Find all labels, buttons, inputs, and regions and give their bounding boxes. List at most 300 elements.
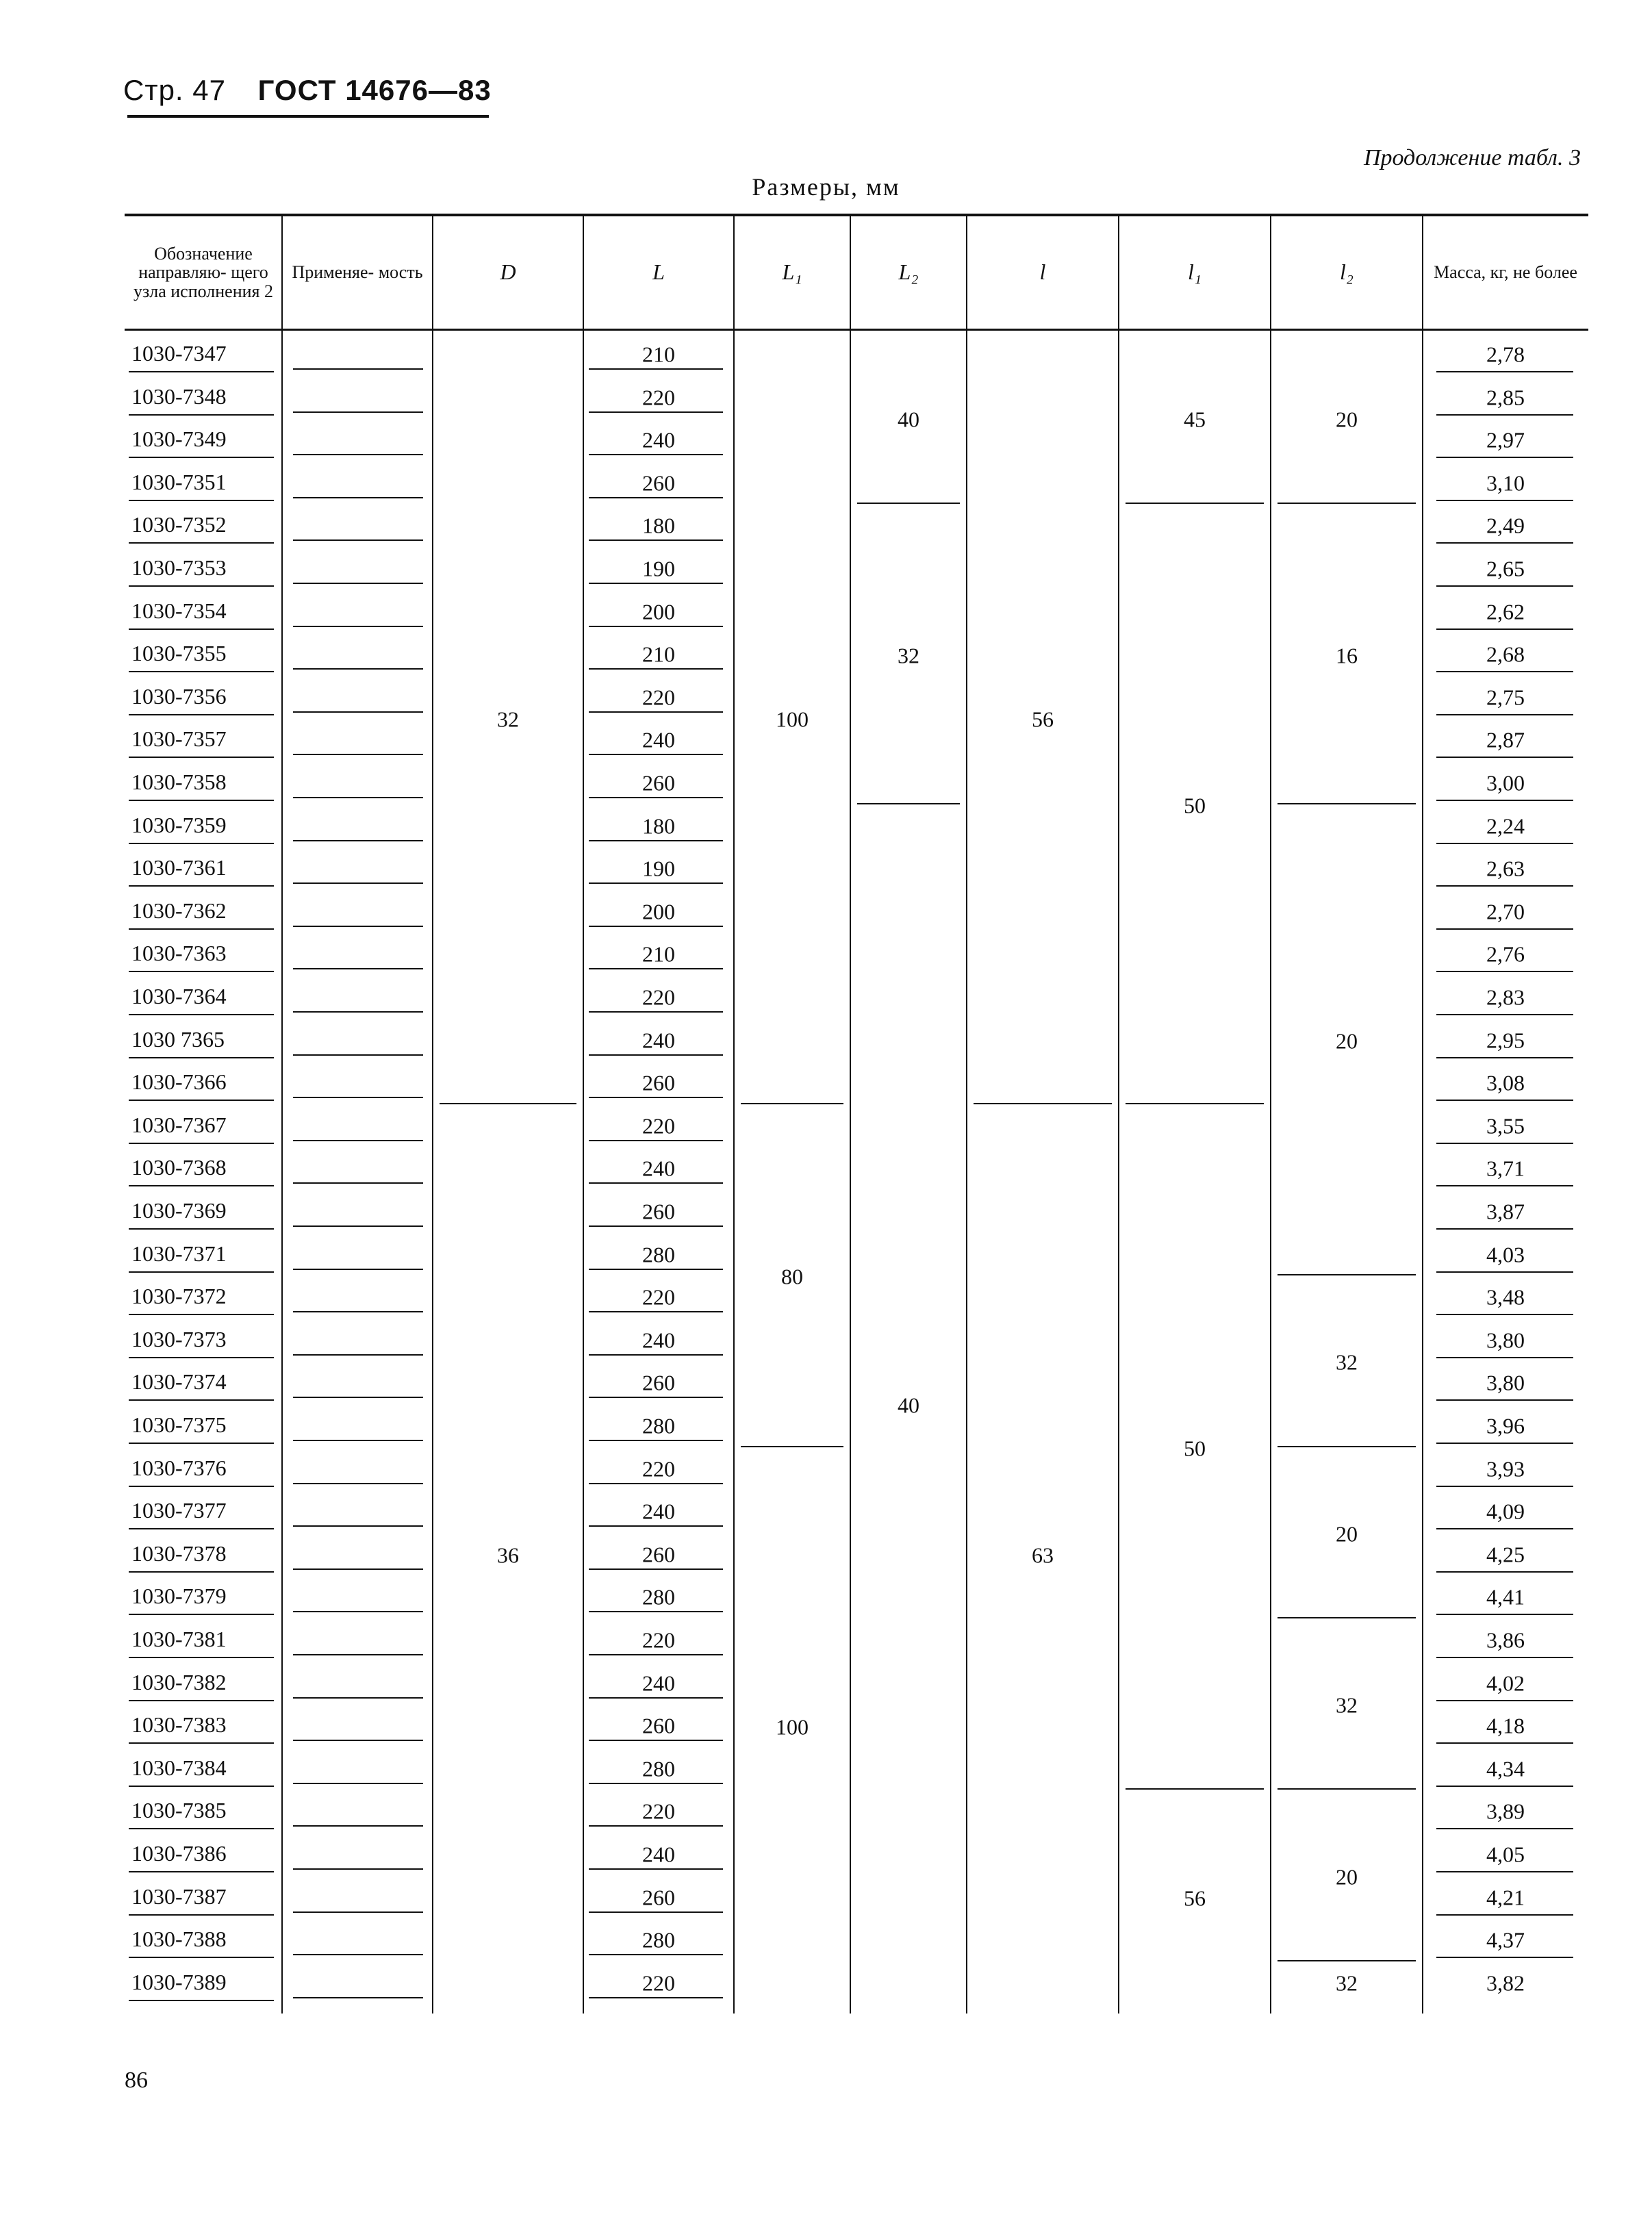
row-designation: 1030-7389 [131, 1969, 227, 1994]
mass-underline [1436, 371, 1573, 372]
row-mass: 2,87 [1486, 727, 1525, 752]
designation-underline [129, 971, 274, 972]
length-underline [589, 1397, 723, 1398]
merged-D-value: 36 [497, 1542, 519, 1568]
designation-underline [129, 928, 274, 930]
row-length-L: 210 [642, 941, 675, 967]
row-length-L: 210 [642, 342, 675, 367]
length-underline [589, 1825, 723, 1827]
header-bottom-rule [125, 329, 1588, 331]
designation-underline [129, 1357, 274, 1358]
designation-underline [129, 1871, 274, 1872]
row-designation: 1030-7356 [131, 683, 227, 709]
table-continued-label: Продолжение табл. 3 [1363, 145, 1581, 170]
row-mass: 2,68 [1486, 641, 1525, 667]
mass-underline [1436, 542, 1573, 544]
row-length-L: 240 [642, 427, 675, 453]
merged-L2-value: 40 [898, 1393, 919, 1418]
designation-underline [129, 1143, 274, 1144]
designation-underline [129, 457, 274, 458]
mass-underline [1436, 1314, 1573, 1315]
row-length-L: 260 [642, 1070, 675, 1095]
merged-l2-boundary [1278, 1446, 1416, 1447]
row-mass: 4,09 [1486, 1499, 1525, 1524]
row-mass: 2,65 [1486, 556, 1525, 581]
length-underline [589, 1440, 723, 1441]
row-designation: 1030-7362 [131, 898, 227, 923]
col-header-l1: l₁ [1187, 259, 1202, 285]
row-designation: 1030-7384 [131, 1755, 227, 1780]
length-underline [589, 668, 723, 670]
row-designation: 1030-7371 [131, 1241, 227, 1266]
row-mass: 2,63 [1486, 856, 1525, 881]
merged-L2-value: 32 [898, 643, 919, 668]
length-underline [589, 539, 723, 541]
applicability-blank [293, 1611, 423, 1612]
row-designation: 1030-7377 [131, 1498, 227, 1523]
merged-L1-boundary [741, 1103, 843, 1104]
length-underline [589, 1997, 723, 1998]
designation-underline [129, 1528, 274, 1529]
merged-D-boundary [440, 1103, 576, 1104]
row-length-L: 240 [642, 1670, 675, 1696]
applicability-blank [293, 1054, 423, 1056]
row-length-L: 260 [642, 1370, 675, 1395]
row-designation: 1030-7372 [131, 1284, 227, 1309]
row-mass: 2,85 [1486, 385, 1525, 410]
length-underline [589, 497, 723, 498]
row-length-L: 220 [642, 1799, 675, 1824]
length-underline [589, 1954, 723, 1955]
designation-underline [129, 885, 274, 887]
applicability-blank [293, 1483, 423, 1484]
row-designation: 1030-7363 [131, 941, 227, 966]
mass-underline [1436, 1185, 1573, 1186]
merged-L1-boundary [741, 1446, 843, 1447]
mass-underline [1436, 1486, 1573, 1487]
merged-l-value: 56 [1032, 707, 1054, 732]
row-designation: 1030-7382 [131, 1669, 227, 1694]
row-designation: 1030-7373 [131, 1326, 227, 1351]
merged-l2-boundary [1278, 1960, 1416, 1961]
length-underline [589, 1140, 723, 1141]
applicability-blank [293, 1954, 423, 1955]
merged-L1-value: 80 [781, 1264, 803, 1289]
merged-l2-value: 20 [1336, 1521, 1358, 1547]
row-designation: 1030-7388 [131, 1927, 227, 1952]
col-header-L1: L₁ [782, 259, 802, 285]
merged-l2-boundary [1278, 503, 1416, 504]
merged-l1-boundary [1126, 1788, 1264, 1790]
mass-underline [1436, 1614, 1573, 1615]
designation-underline [129, 1228, 274, 1230]
row-designation: 1030-7369 [131, 1198, 227, 1223]
designation-underline [129, 1314, 274, 1315]
mass-underline [1436, 671, 1573, 672]
row-designation: 1030-7386 [131, 1841, 227, 1866]
merged-D-value: 32 [497, 707, 519, 732]
designation-underline [129, 585, 274, 587]
applicability-blank [293, 754, 423, 755]
row-length-L: 220 [642, 1970, 675, 1996]
row-designation: 1030-7359 [131, 812, 227, 837]
applicability-blank [293, 1697, 423, 1699]
row-mass: 2,49 [1486, 513, 1525, 538]
applicability-blank [293, 1740, 423, 1741]
row-designation: 1030-7348 [131, 383, 227, 409]
row-mass: 2,75 [1486, 685, 1525, 710]
row-designation: 1030-7367 [131, 1112, 227, 1137]
length-underline [589, 711, 723, 713]
length-underline [589, 882, 723, 884]
length-underline [589, 1182, 723, 1184]
row-mass: 2,78 [1486, 342, 1525, 367]
merged-l2-value: 20 [1336, 1028, 1358, 1054]
applicability-blank [293, 1225, 423, 1227]
designation-underline [129, 800, 274, 801]
column-separator [1422, 216, 1423, 2013]
row-length-L: 220 [642, 1113, 675, 1139]
applicability-blank [293, 711, 423, 713]
designation-underline [129, 1786, 274, 1787]
mass-underline [1436, 1143, 1573, 1144]
applicability-blank [293, 1011, 423, 1013]
length-underline [589, 1740, 723, 1741]
length-underline [589, 1611, 723, 1612]
applicability-blank [293, 1269, 423, 1270]
column-separator [850, 216, 851, 2013]
applicability-blank [293, 626, 423, 627]
merged-L2-boundary [857, 503, 960, 504]
merged-l1-boundary [1126, 503, 1264, 504]
designation-underline [129, 1700, 274, 1701]
row-designation: 1030-7381 [131, 1627, 227, 1651]
row-designation: 1030-7354 [131, 598, 227, 623]
designation-underline [129, 1914, 274, 1916]
designation-underline [129, 1828, 274, 1829]
applicability-blank [293, 797, 423, 798]
row-mass: 3,08 [1486, 1070, 1525, 1095]
merged-l2-value: 32 [1336, 1349, 1358, 1375]
table-top-rule [125, 214, 1588, 216]
merged-l2-value: 20 [1336, 1864, 1358, 1890]
applicability-blank [293, 668, 423, 670]
row-mass: 3,00 [1486, 770, 1525, 796]
row-designation: 1030-7378 [131, 1540, 227, 1566]
row-designation: 1030 7365 [131, 1026, 225, 1052]
mass-underline [1436, 714, 1573, 715]
row-length-L: 220 [642, 685, 675, 710]
length-underline [589, 1311, 723, 1312]
column-separator [1118, 216, 1119, 2013]
column-separator [966, 216, 967, 2013]
row-designation: 1030-7357 [131, 726, 227, 752]
length-underline [589, 1269, 723, 1270]
length-underline [589, 368, 723, 370]
mass-underline [1436, 1399, 1573, 1401]
row-length-L: 220 [642, 984, 675, 1010]
page-label: Стр. 47 [123, 74, 226, 106]
row-length-L: 220 [642, 1284, 675, 1310]
row-designation: 1030-7351 [131, 469, 227, 494]
applicability-blank [293, 1868, 423, 1870]
length-underline [589, 1054, 723, 1056]
mass-underline [1436, 457, 1573, 458]
row-mass: 3,93 [1486, 1456, 1525, 1482]
header-underline [127, 115, 489, 118]
col-header-applicability: Применяе- мость [292, 262, 423, 283]
row-length-L: 180 [642, 513, 675, 538]
length-underline [589, 411, 723, 413]
row-designation: 1030-7361 [131, 855, 227, 880]
merged-L2-boundary [857, 803, 960, 804]
applicability-blank [293, 1397, 423, 1398]
row-length-L: 240 [642, 1028, 675, 1053]
row-length-L: 220 [642, 385, 675, 410]
length-underline [589, 1697, 723, 1699]
designation-underline [129, 542, 274, 544]
mass-underline [1436, 1742, 1573, 1744]
designation-underline [129, 1571, 274, 1573]
applicability-blank [293, 1654, 423, 1655]
applicability-blank [293, 1997, 423, 1998]
applicability-blank [293, 368, 423, 370]
row-mass: 3,71 [1486, 1156, 1525, 1181]
applicability-blank [293, 1354, 423, 1356]
row-mass: 4,05 [1486, 1842, 1525, 1867]
row-designation: 1030-7366 [131, 1069, 227, 1095]
col-header-l2: l₂ [1339, 259, 1354, 285]
column-separator [281, 216, 283, 2013]
mass-underline [1436, 1828, 1573, 1829]
mass-underline [1436, 885, 1573, 887]
row-designation: 1030-7347 [131, 341, 227, 366]
applicability-blank [293, 1311, 423, 1312]
designation-underline [129, 757, 274, 758]
merged-l-boundary [974, 1103, 1112, 1104]
mass-underline [1436, 1057, 1573, 1058]
applicability-blank [293, 497, 423, 498]
row-mass: 2,76 [1486, 941, 1525, 967]
row-mass: 3,48 [1486, 1284, 1525, 1310]
mass-underline [1436, 800, 1573, 801]
row-mass: 4,03 [1486, 1242, 1525, 1267]
row-designation: 1030-7349 [131, 427, 227, 452]
merged-l1-value: 56 [1184, 1885, 1206, 1911]
merged-l1-value: 45 [1184, 407, 1206, 432]
row-length-L: 260 [642, 1713, 675, 1738]
mass-underline [1436, 1700, 1573, 1701]
applicability-blank [293, 926, 423, 927]
row-length-L: 260 [642, 770, 675, 796]
row-designation: 1030-7364 [131, 984, 227, 1008]
designation-underline [129, 1014, 274, 1015]
designation-underline [129, 2000, 274, 2001]
applicability-blank [293, 1440, 423, 1441]
column-separator [733, 216, 735, 2013]
row-designation: 1030-7374 [131, 1369, 227, 1395]
designation-underline [129, 671, 274, 672]
applicability-blank [293, 1911, 423, 1913]
row-mass: 4,18 [1486, 1713, 1525, 1738]
row-mass: 4,41 [1486, 1584, 1525, 1610]
designation-underline [129, 414, 274, 416]
row-designation: 1030-7358 [131, 770, 227, 794]
designation-underline [129, 371, 274, 372]
row-length-L: 280 [642, 1584, 675, 1610]
row-designation: 1030-7352 [131, 512, 227, 537]
row-mass: 4,25 [1486, 1542, 1525, 1567]
row-mass: 3,89 [1486, 1799, 1525, 1824]
row-length-L: 280 [642, 1756, 675, 1781]
merged-l2-boundary [1278, 1617, 1416, 1618]
page-number: 86 [125, 2068, 148, 2093]
length-underline [589, 1783, 723, 1784]
column-separator [583, 216, 584, 2013]
merged-l2-boundary [1278, 803, 1416, 804]
row-mass: 3,10 [1486, 470, 1525, 496]
mass-underline [1436, 843, 1573, 844]
row-mass: 4,02 [1486, 1670, 1525, 1696]
mass-underline [1436, 414, 1573, 416]
designation-underline [129, 1957, 274, 1958]
row-length-L: 240 [642, 1327, 675, 1353]
merged-l2-value: 32 [1336, 1692, 1358, 1718]
length-underline [589, 840, 723, 841]
applicability-blank [293, 411, 423, 413]
applicability-blank [293, 1825, 423, 1827]
row-length-L: 240 [642, 1499, 675, 1524]
row-designation: 1030-7383 [131, 1712, 227, 1738]
row-mass: 3,55 [1486, 1113, 1525, 1139]
designation-underline [129, 843, 274, 844]
length-underline [589, 797, 723, 798]
length-underline [589, 754, 723, 755]
merged-l1-value: 50 [1184, 793, 1206, 818]
row-mass: 2,70 [1486, 899, 1525, 924]
row-designation: 1030-7387 [131, 1883, 227, 1909]
row-length-L: 280 [642, 1242, 675, 1267]
designation-underline [129, 1742, 274, 1744]
designation-underline [129, 1100, 274, 1101]
applicability-blank [293, 1140, 423, 1141]
row-mass: 3,80 [1486, 1370, 1525, 1395]
row-designation: 1030-7385 [131, 1798, 227, 1823]
row-mass: 3,82 [1486, 1970, 1525, 1996]
column-separator [1270, 216, 1271, 2013]
applicability-blank [293, 1097, 423, 1098]
row-length-L: 200 [642, 899, 675, 924]
row-designation: 1030-7379 [131, 1584, 227, 1609]
applicability-blank [293, 583, 423, 584]
designation-underline [129, 1614, 274, 1615]
row-length-L: 220 [642, 1627, 675, 1653]
mass-underline [1436, 1357, 1573, 1358]
length-underline [589, 1354, 723, 1356]
designation-underline [129, 714, 274, 715]
length-underline [589, 454, 723, 455]
designation-underline [129, 1057, 274, 1058]
length-underline [589, 926, 723, 927]
designation-underline [129, 1486, 274, 1487]
merged-l1-boundary [1126, 1103, 1264, 1104]
mass-underline [1436, 1271, 1573, 1273]
row-length-L: 260 [642, 1542, 675, 1567]
row-length-L: 240 [642, 727, 675, 752]
col-header-L2: L₂ [898, 259, 919, 285]
length-underline [589, 1568, 723, 1570]
row-mass: 3,96 [1486, 1413, 1525, 1438]
mass-underline [1436, 1443, 1573, 1444]
mass-underline [1436, 928, 1573, 930]
row-length-L: 180 [642, 813, 675, 839]
length-underline [589, 1483, 723, 1484]
row-designation: 1030-7375 [131, 1412, 227, 1437]
merged-l-value: 63 [1032, 1542, 1054, 1568]
page-header [123, 74, 492, 107]
row-mass: 2,95 [1486, 1028, 1525, 1053]
row-designation: 1030-7376 [131, 1455, 227, 1480]
row-length-L: 260 [642, 470, 675, 496]
length-underline [589, 1011, 723, 1013]
row-length-L: 240 [642, 1842, 675, 1867]
mass-underline [1436, 1228, 1573, 1230]
merged-L1-value: 100 [776, 1714, 809, 1739]
mass-underline [1436, 628, 1573, 630]
designation-underline [129, 1443, 274, 1444]
row-mass: 3,87 [1486, 1199, 1525, 1224]
row-designation: 1030-7355 [131, 641, 227, 666]
row-length-L: 190 [642, 556, 675, 581]
designation-underline [129, 1271, 274, 1273]
length-underline [589, 1097, 723, 1098]
column-separator [432, 216, 433, 2013]
row-length-L: 240 [642, 1156, 675, 1181]
applicability-blank [293, 840, 423, 841]
row-length-L: 260 [642, 1199, 675, 1224]
mass-underline [1436, 585, 1573, 587]
row-mass: 3,80 [1486, 1327, 1525, 1353]
row-length-L: 220 [642, 1456, 675, 1482]
row-length-L: 200 [642, 599, 675, 624]
mass-underline [1436, 1914, 1573, 1916]
col-header-L: L [652, 259, 665, 285]
row-mass: 4,37 [1486, 1927, 1525, 1953]
applicability-blank [293, 1525, 423, 1527]
designation-underline [129, 1657, 274, 1658]
merged-l2-boundary [1278, 1788, 1416, 1790]
length-underline [589, 583, 723, 584]
mass-underline [1436, 1957, 1573, 1958]
merged-L1-value: 100 [776, 707, 809, 732]
designation-underline [129, 500, 274, 501]
col-header-mass: Масса, кг, не более [1434, 262, 1577, 283]
merged-l2-boundary [1278, 1274, 1416, 1275]
col-header-designation: Обозначение направляю- щего узла исполнения 2 [133, 244, 274, 301]
length-underline [589, 1225, 723, 1227]
mass-underline [1436, 500, 1573, 501]
merged-l2-value: 32 [1336, 1970, 1358, 1996]
designation-underline [129, 1399, 274, 1401]
mass-underline [1436, 1657, 1573, 1658]
designation-underline [129, 628, 274, 630]
row-length-L: 190 [642, 856, 675, 881]
merged-L2-value: 40 [898, 407, 919, 432]
applicability-blank [293, 968, 423, 969]
row-length-L: 280 [642, 1927, 675, 1953]
designation-underline [129, 1185, 274, 1186]
mass-underline [1436, 1571, 1573, 1573]
